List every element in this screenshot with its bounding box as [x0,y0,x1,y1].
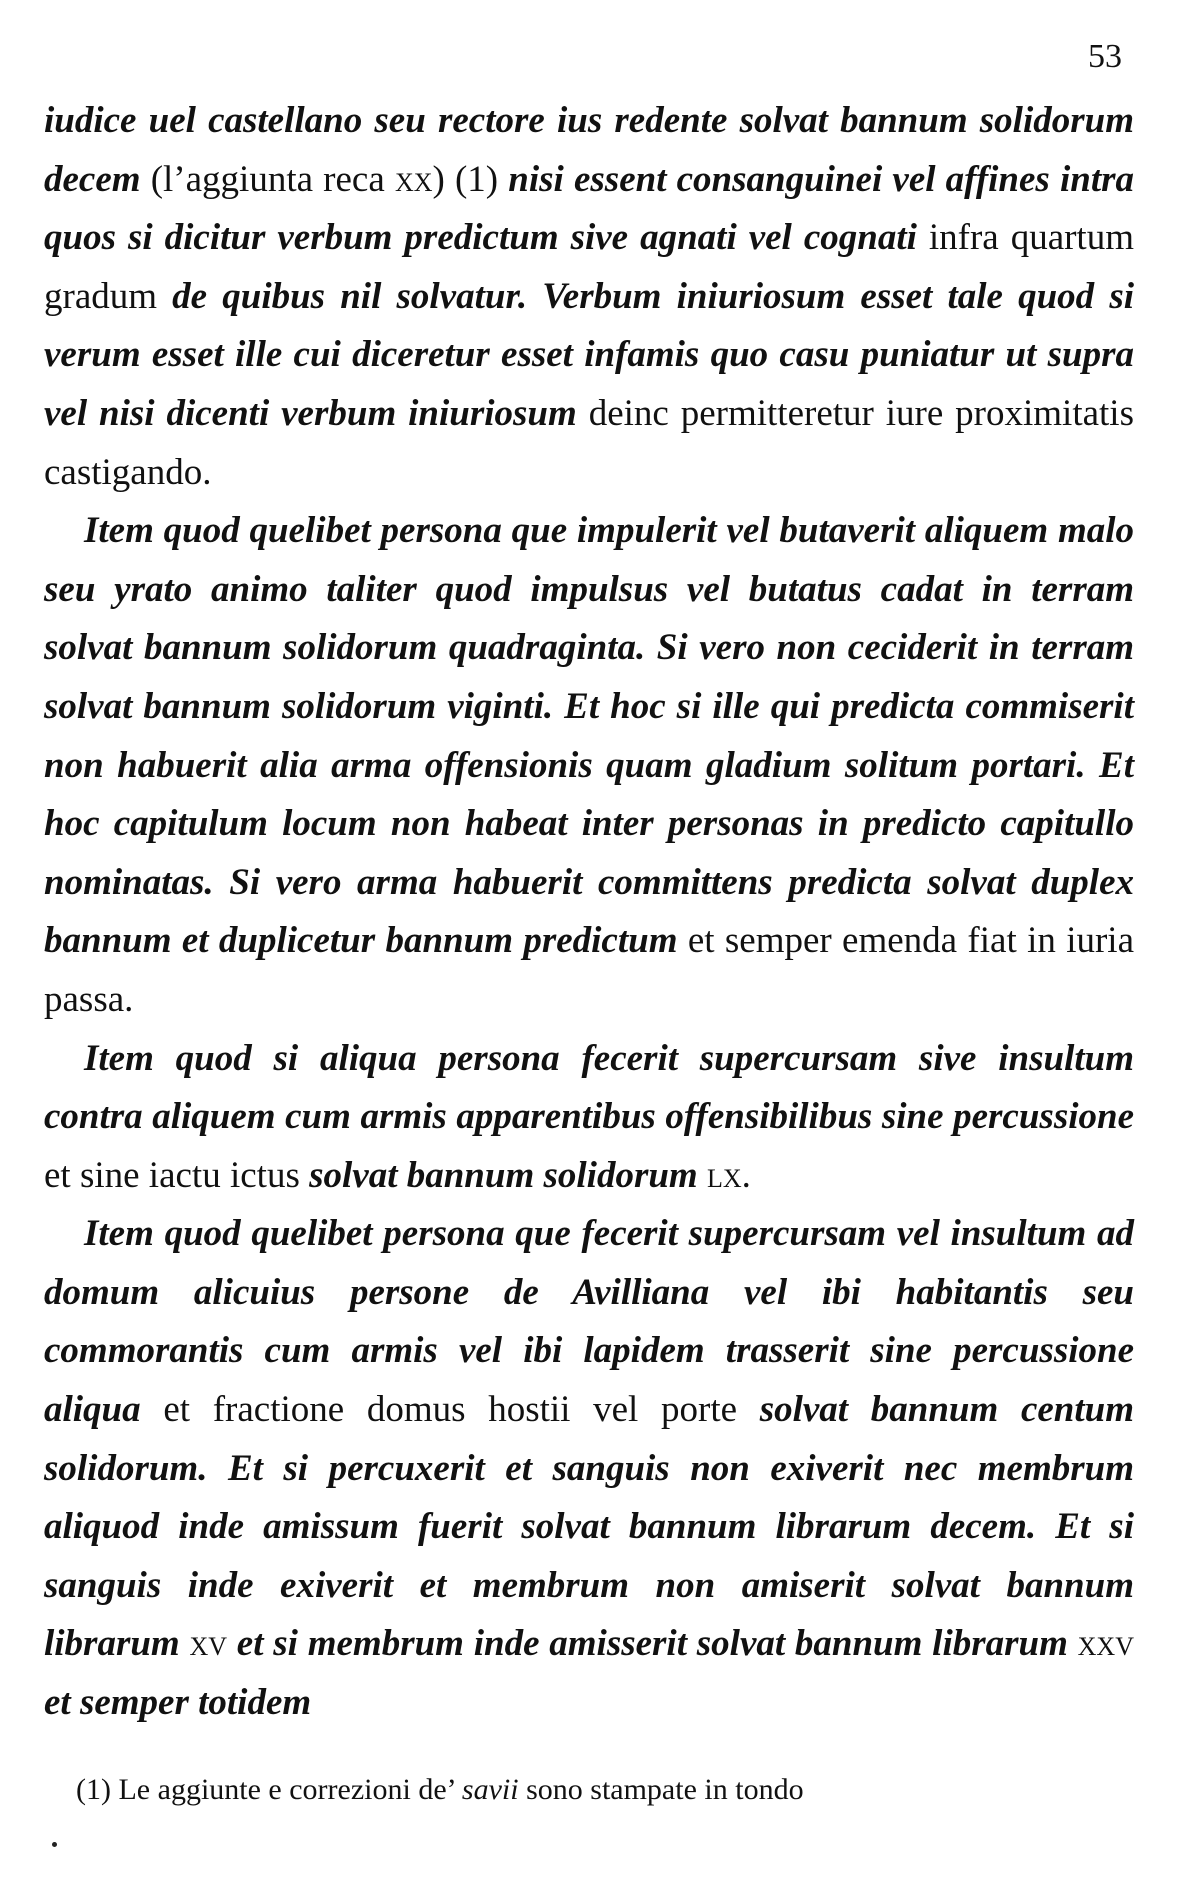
paragraph [44,1205,1134,1732]
footnote-text: Le aggiunte e correzioni de’ [110,1773,462,1806]
text-segment: et sine iactu ictus [44,1154,310,1196]
text-segment: lx. [706,1154,751,1196]
text-segment: de quibus nil solvatur. Verbum iniuriosum esset tale quod si verum esset ille cui diceretur esset infamis quo casu puniatur ut supra vel nisi dicenti verbum iniuriosum [44,275,1134,434]
page-number: 53 [1088,38,1122,75]
paragraph [44,1030,1134,1206]
footnote-marker: (1) [76,1773,111,1806]
paragraph [44,502,1134,1029]
text-segment: solvat bannum centum solidorum. Et si percuxerit et sanguis non exiverit nec membrum aliquod inde amissum fuerit solvat bannum librarum decem. Et si sanguis inde exiverit et membrum non amiserit solvat bannum librarum [44,1389,1135,1665]
text-segment: et si membrum inde amisserit solvat bannum librarum [227,1623,1078,1665]
stray-dot [52,1842,57,1847]
text-segment: solvat bannum solidorum [309,1154,707,1196]
text-segment: iudice uel castellano seu rectore ius redente solvat bannum solidorum decem [44,100,1134,200]
text-segment: infra quartum gradum [44,217,1134,317]
footnote [76,1770,1136,1810]
footnote-italic-word: savii [461,1773,519,1806]
text-segment: ) (1) [432,158,509,200]
main-text [44,92,1134,1733]
footnote-text-end: sono stampate in tondo [518,1773,804,1806]
text-segment: et semper emenda fiat in iuria passa. [44,920,1134,1020]
text-segment: Item quod quelibet persona que impulerit vel butaverit aliquem malo seu yrato animo taliter quod impulsus vel butatus cadat in terram solvat bannum solidorum quadraginta. Si vero non ceciderit in terram solvat bannum solidorum viginti. Et hoc si ille qui predicta commiserit non habuerit alia arma offensionis quam gladium solitum portari. Et hoc capitulum locum non habeat inter personas in predicto capitullo nominatas. Si vero arma habuerit committens predicta solvat duplex bannum et duplicetur bannum predictum [44,510,1134,962]
text-segment: Item quod si aliqua persona fecerit supercursam sive insultum contra aliquem cum armis apparentibus offensibilibus sine percussione [44,1037,1134,1138]
paragraph [44,92,1134,502]
text-segment: Item quod quelibet persona que fecerit supercursam vel insultum ad domum alicuius persone de Avilliana vel ibi habitantis seu commorantis cum armis vel ibi lapidem trasserit sine percussione aliqua [44,1213,1134,1431]
text-segment: (l’aggiunta reca [150,158,395,200]
text-segment: nisi essent consanguinei vel affines intra quos si dicitur verbum predictum sive agnati vel cognati [44,158,1135,259]
text-segment: et fractione domus hostii vel porte [163,1389,760,1431]
text-segment: xv [189,1623,228,1665]
text-segment: xxv [1077,1623,1134,1665]
text-segment: xx [394,158,433,200]
text-segment: deinc permitteretur iure proximitatis castigando. [44,392,1134,493]
text-segment: et semper totidem [44,1682,312,1724]
